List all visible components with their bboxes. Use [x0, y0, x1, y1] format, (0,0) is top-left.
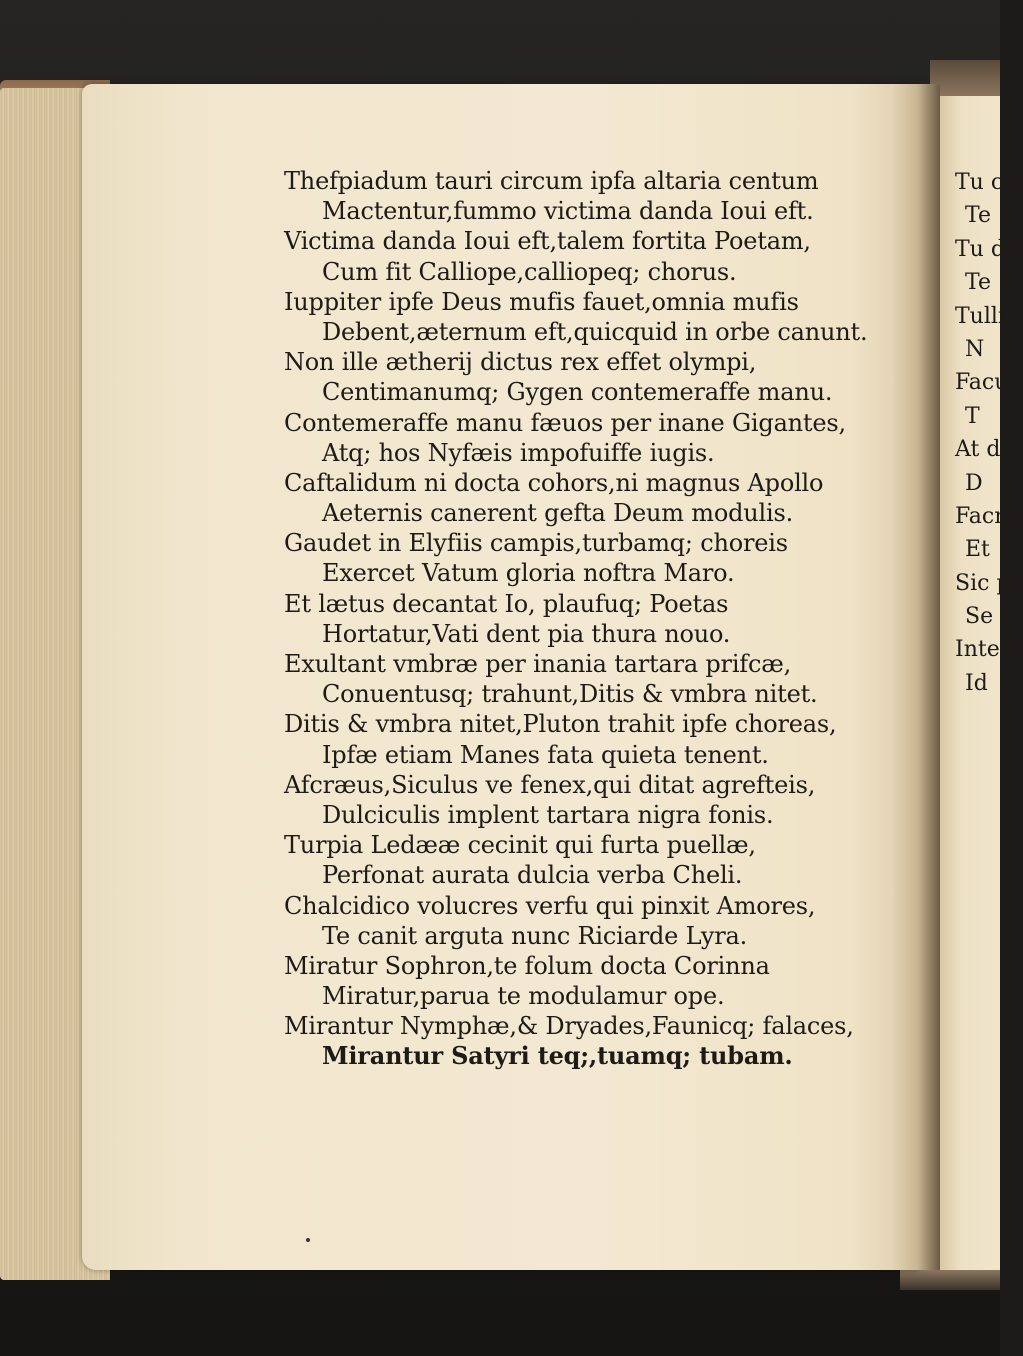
poem-line: Non ille ætherij dictus rex effet olympi, [284, 348, 757, 377]
poem-line: Conuentusq; trahunt,Ditis & vmbra nitet. [322, 680, 818, 709]
poem-line: Gaudet in Elyfiis campis,turbamq; choreis [284, 529, 788, 558]
poem-text-block [284, 166, 868, 1072]
poem-line: Hortatur,Vati dent pia thura nouo. [322, 619, 731, 648]
poem-line: Miratur Sophron,te folum docta Corinna [284, 951, 770, 980]
right-page-line: T [965, 403, 980, 429]
poem-line: Ditis & vmbra nitet,Pluton trahit ipfe choreas, [284, 710, 837, 739]
ink-speck [306, 1238, 310, 1242]
poem-line: Et lætus decantat Io, plaufuq; Poetas [284, 589, 729, 618]
poem-line: Dulciculis implent tartara nigra fonis. [322, 800, 774, 829]
right-cover-edge [930, 60, 1000, 100]
right-page-line: Sic pr [955, 570, 1022, 596]
poem-line: Perfonat aurata dulcia verba Cheli. [322, 861, 743, 890]
poem-line: Afcræus,Siculus ve fenex,qui ditat agrefteis, [284, 770, 816, 799]
right-page-line: Et [965, 537, 990, 563]
right-page-line: Intere [955, 637, 1023, 663]
poem-line: Chalcidico volucres verfu qui pinxit Amores, [284, 891, 816, 920]
right-page-line: D [965, 470, 983, 496]
poem-line: Contemeraffe manu fæuos per inane Gigantes, [284, 408, 846, 437]
right-page-line: Facm [955, 503, 1016, 529]
right-page-line: Tu ca [955, 170, 1017, 195]
right-cover-bottom [900, 1270, 1000, 1290]
right-page-line: Tu de [955, 236, 1018, 262]
right-page-line: Te [965, 203, 991, 229]
poem-line: Atq; hos Nyfæis impofuiffe iugis. [322, 438, 715, 467]
poem-line: Mactentur,fummo victima danda Ioui eft. [322, 197, 814, 226]
poem-line: Te canit arguta nunc Riciarde Lyra. [322, 921, 748, 950]
poem-line: Debent,æternum eft,quicquid in orbe canunt. [322, 317, 868, 346]
poem-line: Aeternis canerent gefta Deum modulis. [322, 499, 793, 528]
right-page-line: N [965, 336, 985, 362]
poem-line: Centimanumq; Gygen contemeraffe manu. [322, 378, 833, 407]
right-page-line: Te [965, 270, 991, 296]
poem-line: Victima danda Ioui eft,talem fortita Poetam, [284, 227, 811, 256]
right-page-line: Id [965, 670, 988, 696]
book-gutter [890, 84, 940, 1270]
poem-line: Exultant vmbræ per inania tartara prifcæ, [284, 650, 792, 678]
poem-line: Exercet Vatum gloria noftra Maro. [322, 559, 735, 588]
right-page-line: Facu [955, 370, 1009, 396]
poem-line: Mirantur Nymphæ,& Dryades,Faunicq; falaces, [284, 1012, 854, 1041]
poem-line: Ipfæ etiam Manes fata quieta tenent. [322, 740, 769, 769]
poem-line: Iuppiter ipfe Deus mufis fauet,omnia mufis [284, 287, 799, 316]
right-page-line: At de [955, 437, 1014, 463]
poem-line: Thefpiadum tauri circum ipfa altaria centum [284, 167, 819, 195]
poem-line: Caftalidum ni docta cohors,ni magnus Apollo [284, 468, 824, 497]
poem-line: Cum fit Calliope,calliopeq; chorus. [322, 257, 737, 286]
right-page-text [955, 166, 1023, 700]
right-page-line: Tulli [955, 303, 1005, 329]
poem-line: Mirantur Satyri teq;,tuamq; tubam. [322, 1041, 793, 1071]
poem-line: Turpia Ledææ cecinit qui furta puellæ, [284, 831, 756, 860]
right-page-line: Se [965, 604, 994, 630]
poem-line: Miratur,parua te modulamur ope. [322, 982, 725, 1011]
